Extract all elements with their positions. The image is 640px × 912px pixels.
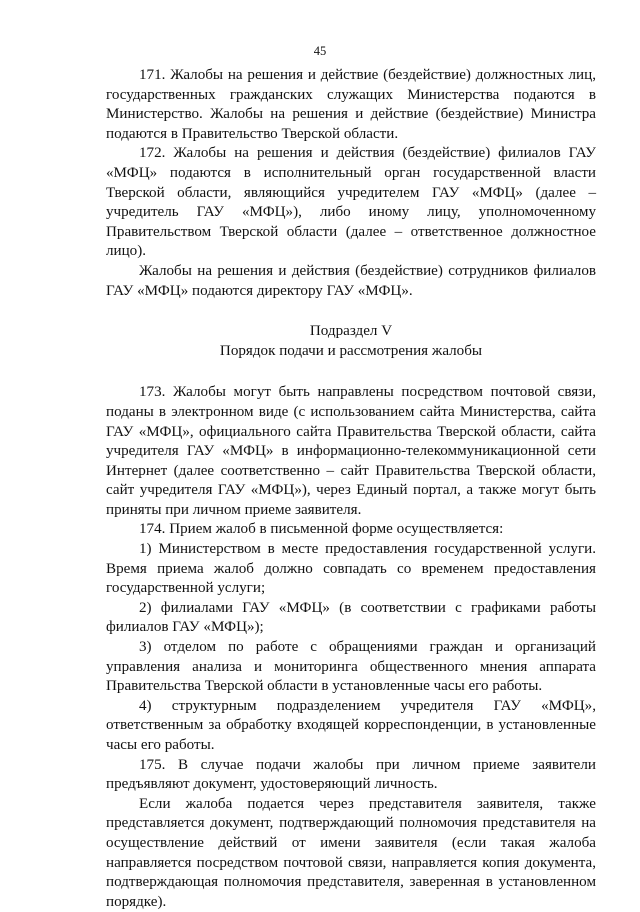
list-item-2: 2) филиалами ГАУ «МФЦ» (в соответствии с графиками работы филиалов ГАУ «МФЦ»); <box>106 599 596 636</box>
paragraph-174: 174. Прием жалоб в письменной форме осуществляется: <box>139 521 504 538</box>
paragraph-173: 173. Жалобы могут быть направлены посредством почтовой связи, поданы в электронном виде (с использованием сайта Министерства, сайта ГАУ «МФЦ», официального сайта Правительства Тверской области, сайта учредителя ГАУ «МФЦ» в информационно-телекоммуникационной сети Интернет (далее соответственно – сайт Правительства Тверской области, сайт учредителя ГАУ «МФЦ»), через Единый портал, а также могут быть приняты при личном приеме заявителя. <box>106 384 596 518</box>
paragraph-175: 175. В случае подачи жалобы при личном приеме заявители предъявляют документ, удостоверяющий личность. <box>106 756 596 793</box>
paragraph-171: 171. Жалобы на решения и действие (бездействие) должностных лиц, государственных гражданских служащих Министерства подаются в Министерство. Жалобы на решения и действие (бездействие) Министра подаются в Правительство Тверской области. <box>106 67 596 142</box>
subsection-number: Подраздел V <box>309 323 393 340</box>
list-item-3: 3) отделом по работе с обращениями граждан и организаций управления анализа и мониторинга общественного мнения аппарата Правительства Тверской области в установленные часы его работы. <box>106 639 596 695</box>
paragraph-175-representative: Если жалоба подается через представителя заявителя, также представляется документ, подтверждающий полномочия представителя на осуществление действий от имени заявителя (если такая жалоба направляется посредством почтовой связи, направляется копия документа, подтверждающая полномочия представителя, заверенная в установленном порядке). <box>106 795 596 910</box>
paragraph-172-branch-staff: Жалобы на решения и действия (бездействие) сотрудников филиалов ГАУ «МФЦ» подаются директору ГАУ «МФЦ». <box>106 262 596 299</box>
document-body <box>106 66 596 912</box>
subsection-title: Порядок подачи и рассмотрения жалобы <box>219 342 483 359</box>
list-item-4: 4) структурным подразделением учредителя ГАУ «МФЦ», ответственным за обработку входящей корреспонденции, в установленные часы его работы. <box>106 697 596 753</box>
paragraph-172: 172. Жалобы на решения и действия (бездействие) филиалов ГАУ «МФЦ» подаются в исполнительный орган государственной власти Тверской области, являющийся учредителем ГАУ «МФЦ» (далее – учредитель ГАУ «МФЦ»), либо иному лицу, уполномоченному Правительством Тверской области (далее – ответственное должностное лицо). <box>106 145 596 260</box>
page-number: 45 <box>313 44 327 58</box>
list-item-1: 1) Министерством в месте предоставления государственной услуги. Время приема жалоб должно совпадать со временем предоставления государственной услуги; <box>106 541 596 597</box>
